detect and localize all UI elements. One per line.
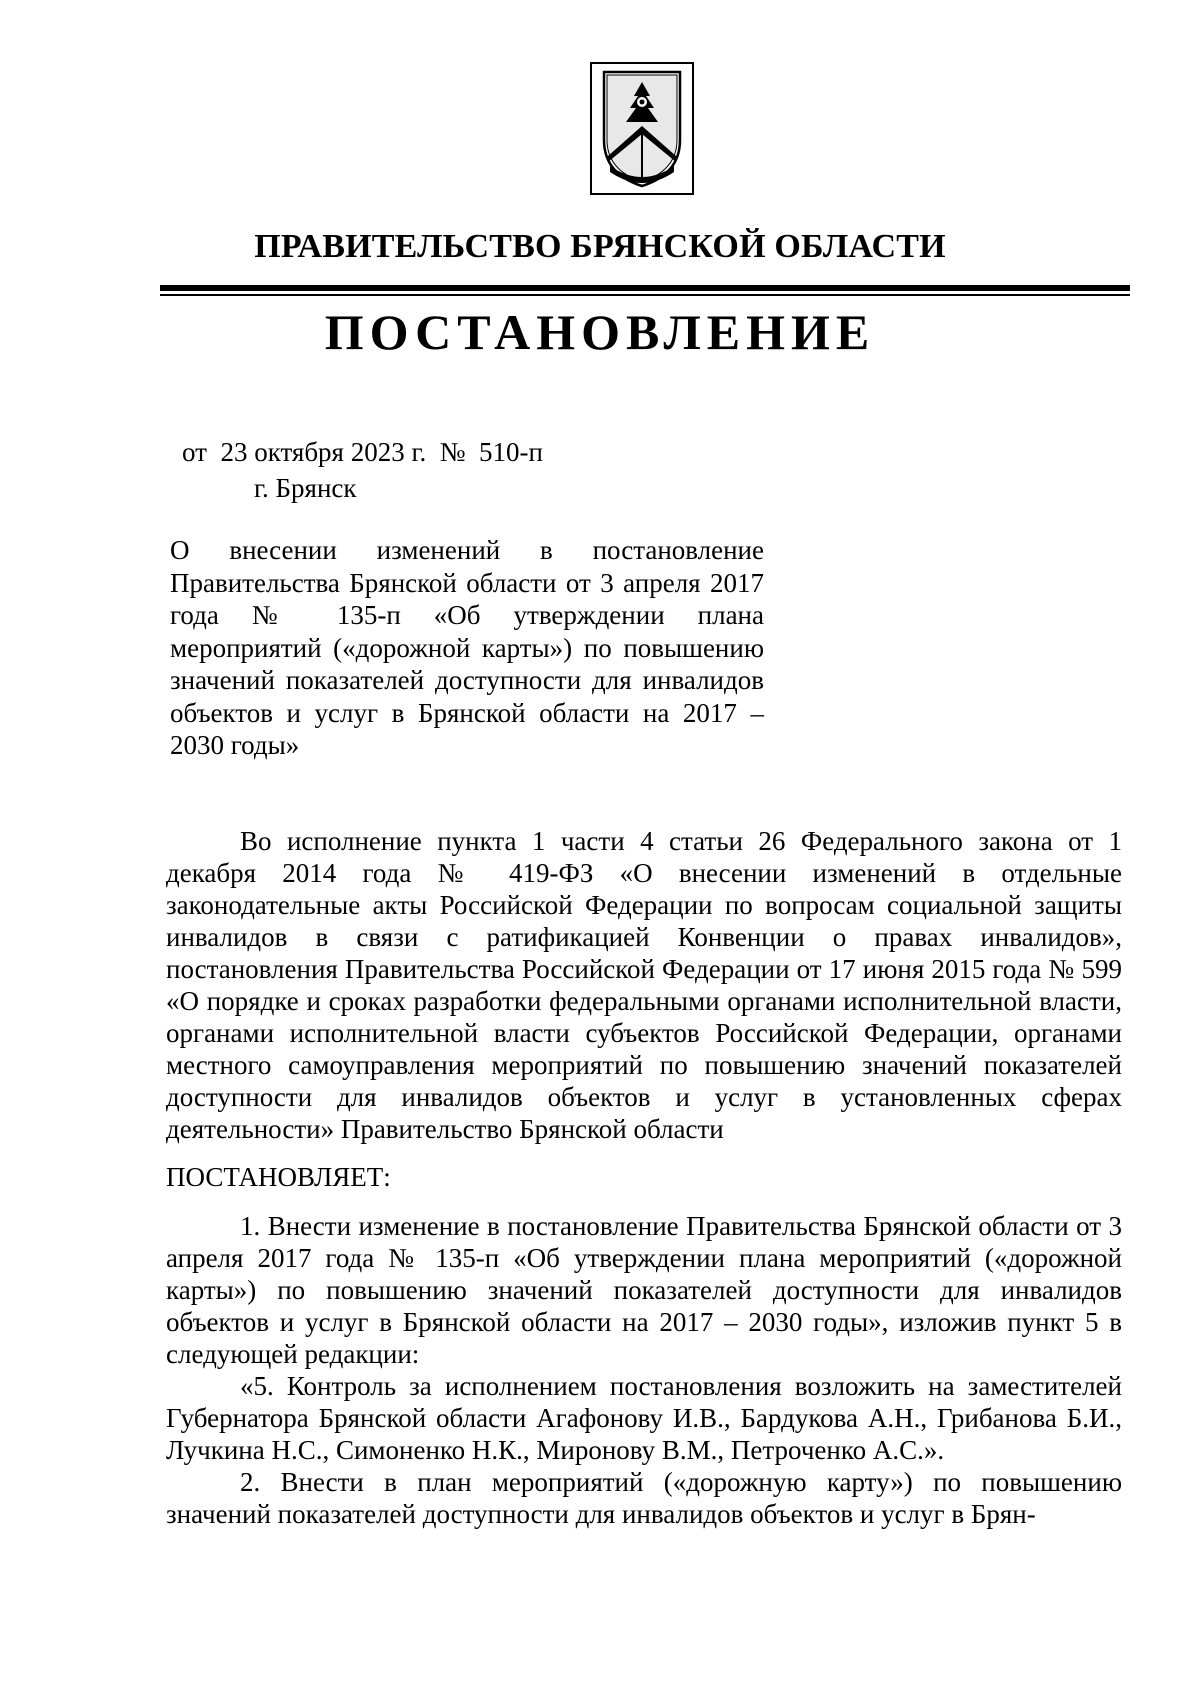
header-rule-thick <box>160 285 1130 291</box>
city-line: г. Брянск <box>254 473 357 503</box>
date-number-line: от 23 октября 2023 г. № 510-п <box>182 437 543 467</box>
preamble-paragraph: Во исполнение пункта 1 части 4 статьи 26 Федерального закона от 1 декабря 2014 года № 419-ФЗ «О внесении изменений в отдельные законодательные акты Российской Федерации по вопросам социальной защиты инвалидов в связи с ратификацией Конвенции о правах инвалидов», постановления Правительства Российской Федерации от 17 июня 2015 года № 599 «О порядке и сроках разработки федеральными органами исполнительной власти, органами исполнительной власти субъектов Российской Федерации, органами местного самоуправления мероприятий по повышению значений показателей доступности для инвалидов объектов и услуг в установленных сферах деятельности» Правительство Брянской области <box>166 826 1122 1144</box>
organization-title: ПРАВИТЕЛЬСТВО БРЯНСКОЙ ОБЛАСТИ <box>254 228 946 265</box>
preamble-block <box>166 825 1122 1145</box>
bryansk-coat-of-arms-icon <box>590 62 694 195</box>
item-1-paragraph: 1. Внести изменение в постановление Правительства Брянской области от 3 апреля 2017 года № 135-п «Об утверждении плана мероприятий («дорожной карты») по повышению значений показателей доступности для инвалидов объектов и услуг в Брянской области на 2017 – 2030 годы», изложив пункт 5 в следующей редакции: <box>166 1211 1122 1369</box>
document-subject: О внесении изменений в постановление Правительства Брянской области от 3 апреля 2017 года № 135-п «Об утверждении плана мероприятий («дорожной карты») по повышению значений показателей доступности для инвалидов объектов и услуг в Брянской области на 2017 – 2030 годы» <box>170 535 764 760</box>
item-2-paragraph: 2. Внести в план мероприятий («дорожную карту») по повышению значений показателей доступности для инвалидов объектов и услуг в Брян- <box>166 1467 1122 1529</box>
header-rule-thin <box>160 294 1130 296</box>
item-1-quote-paragraph: «5. Контроль за исполнением постановления возложить на заместителей Губернатора Брянской области Агафонову И.В., Бардукова А.Н., Грибанова Б.И., Лучкина Н.С., Симоненко Н.К., Миронову В.М., Петроченко А.С.». <box>166 1371 1122 1465</box>
document-type-title: ПОСТАНОВЛЕНИЕ <box>324 304 876 360</box>
decree-word: ПОСТАНОВЛЯЕТ: <box>166 1162 391 1192</box>
items-block <box>166 1210 1122 1530</box>
